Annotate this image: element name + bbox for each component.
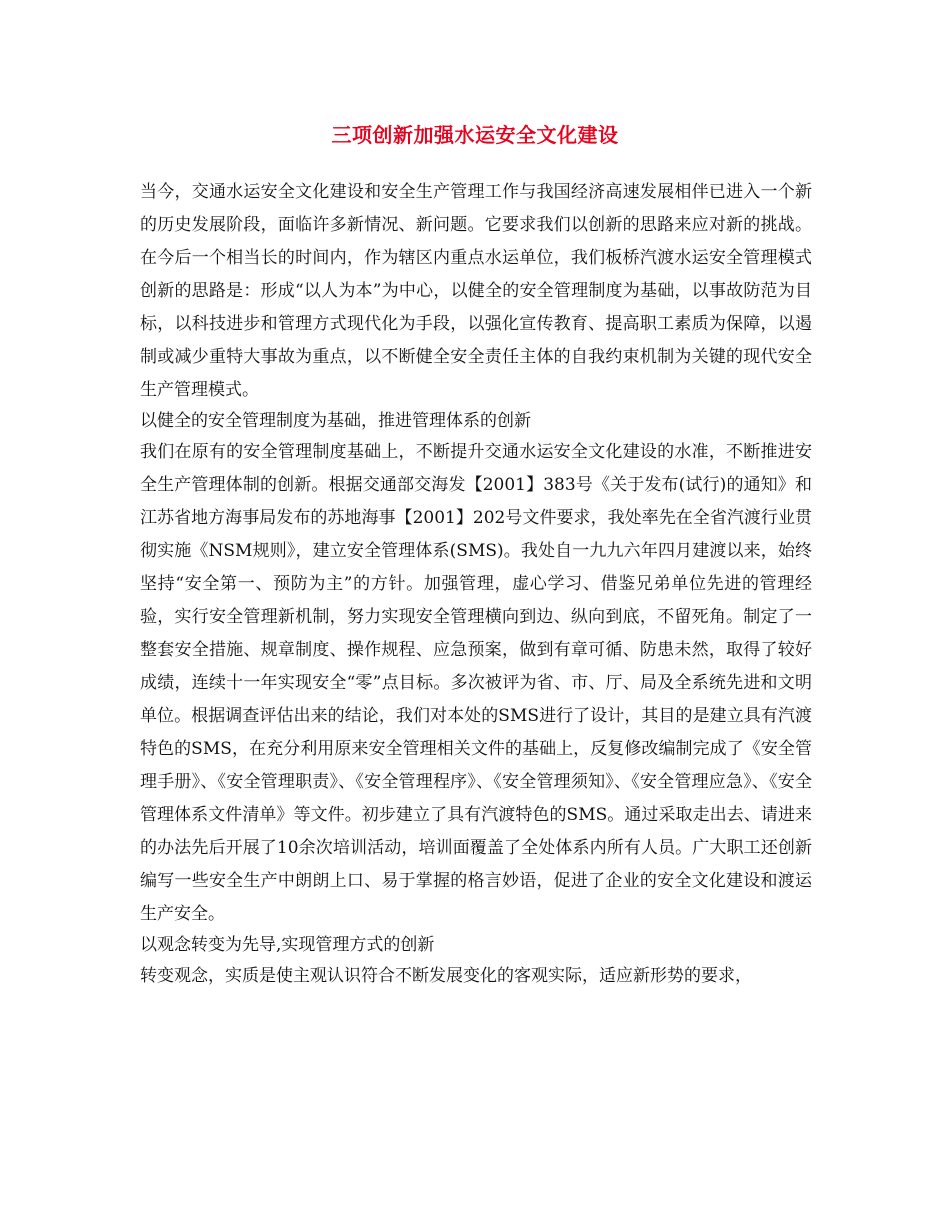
section-heading-system-innovation: 以健全的安全管理制度为基础，推进管理体系的创新	[140, 411, 531, 431]
section-heading-management-innovation: 以观念转变为先导,实现管理方式的创新	[140, 935, 435, 955]
document-body	[140, 176, 812, 993]
paragraph-system-innovation: 我们在原有的安全管理制度基础上，不断提升交通水运安全文化建设的水准，不断推进安全生产管理体制的创新。根据交通部交海发【2001】383号《关于发布(试行)的通知》和江苏省地方海事局发布的苏地海事【2001】202号文件要求，我处率先在全省汽渡行业贯彻实施《NSM规则》，建立安全管理体系(SMS)。我处自一九九六年四月建渡以来，始终坚持“安全第一、预防为主”的方针。加强管理，虚心学习、借鉴兄弟单位先进的管理经验，实行安全管理新机制，努力实现安全管理横向到边、纵向到底，不留死角。制定了一整套安全措施、规章制度、操作规程、应急预案，做到有章可循、防患未然，取得了较好成绩，连续十一年实现安全“零”点目标。多次被评为省、市、厅、局及全系统先进和文明单位。根据调查评估出来的结论，我们对本处的SMS进行了设计，其目的是建立具有汽渡特色的SMS，在充分利用原来安全管理相关文件的基础上，反复修改编制完成了《安全管理手册》、《安全管理职责》、《安全管理程序》、《安全管理须知》、《安全管理应急》、《安全管理体系文件清单》等文件。初步建立了具有汽渡特色的SMS。通过采取走出去、请进来的办法先后开展了10余次培训活动，培训面覆盖了全处体系内所有人员。广大职工还创新编写一些安全生产中朗朗上口、易于掌握的格言妙语，促进了企业的安全文化建设和渡运生产安全。	[140, 442, 812, 924]
paragraph-intro: 当今，交通水运安全文化建设和安全生产管理工作与我国经济高速发展相伴已进入一个新的历史发展阶段，面临许多新情况、新问题。它要求我们以创新的思路来应对新的挑战。在今后一个相当长的时间内，作为辖区内重点水运单位，我们板桥汽渡水运安全管理模式创新的思路是：形成“以人为本”为中心，以健全的安全管理制度为基础，以事故防范为目标，以科技进步和管理方式现代化为手段，以强化宣传教育、提高职工素质为保障，以遏制或减少重特大事故为重点，以不断健全安全责任主体的自我约束机制为关键的现代安全生产管理模式。	[140, 182, 812, 400]
paragraph-management-innovation: 转变观念，实质是使主观认识符合不断发展变化的客观实际，适应新形势的要求，	[140, 966, 752, 986]
document-title: 三项创新加强水运安全文化建设	[331, 123, 619, 147]
